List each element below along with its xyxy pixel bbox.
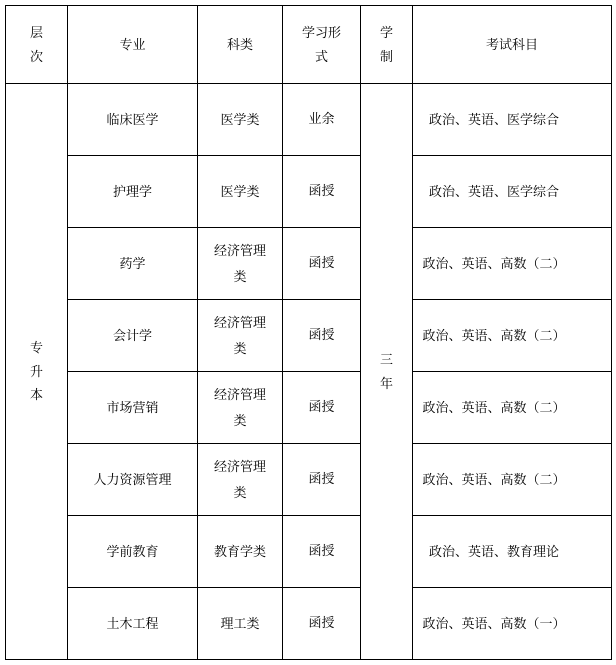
subjects-label: 政治、英语、医学综合 (428, 111, 559, 127)
cell-form (283, 156, 361, 228)
cell-subjects (413, 444, 612, 516)
cell-category (198, 372, 283, 444)
cell-major (68, 156, 198, 228)
cell-major (68, 228, 198, 300)
header-level-label: 层次 (30, 25, 44, 64)
major-label: 护理学 (112, 183, 152, 199)
table-row (6, 84, 612, 156)
header-form-label: 学习形式 (301, 25, 341, 64)
subjects-label: 政治、英语、医学综合 (428, 183, 559, 199)
category-label: 经济管理类 (213, 314, 266, 356)
category-label: 教育学类 (213, 543, 266, 559)
form-label: 函授 (308, 615, 335, 631)
subjects-label: 政治、英语、高数（二） (422, 471, 566, 487)
cell-form (283, 228, 361, 300)
form-label: 函授 (308, 255, 335, 271)
form-label: 业余 (308, 111, 335, 127)
cell-subjects (413, 156, 612, 228)
table-row (6, 444, 612, 516)
cell-duration (361, 84, 413, 660)
header-duration-label: 学制 (380, 25, 394, 64)
major-label: 会计学 (112, 327, 152, 343)
cell-subjects (413, 300, 612, 372)
cell-category (198, 300, 283, 372)
cell-category (198, 516, 283, 588)
cell-form (283, 516, 361, 588)
cell-category (198, 84, 283, 156)
form-label: 函授 (308, 471, 335, 487)
cell-category (198, 156, 283, 228)
header-form (283, 6, 361, 84)
cell-major (68, 444, 198, 516)
cell-subjects (413, 516, 612, 588)
table-row (6, 516, 612, 588)
form-label: 函授 (308, 543, 335, 559)
header-major (68, 6, 198, 84)
table-row (6, 300, 612, 372)
form-label: 函授 (308, 327, 335, 343)
category-label: 医学类 (220, 111, 260, 127)
cell-major (68, 300, 198, 372)
cell-major (68, 516, 198, 588)
major-label: 市场营销 (106, 399, 159, 415)
major-label: 土木工程 (106, 615, 159, 631)
cell-category (198, 444, 283, 516)
cell-subjects (413, 372, 612, 444)
table-row (6, 228, 612, 300)
subjects-label: 政治、英语、高数（二） (422, 399, 566, 415)
cell-major (68, 84, 198, 156)
subjects-label: 政治、英语、高数（二） (422, 255, 566, 271)
header-level (6, 6, 68, 84)
major-label: 药学 (119, 255, 146, 271)
major-label: 学前教育 (106, 543, 159, 559)
table-row (6, 372, 612, 444)
cell-major (68, 372, 198, 444)
header-major-label: 专业 (119, 36, 146, 52)
header-subjects-label: 考试科目 (485, 36, 538, 52)
cell-form (283, 372, 361, 444)
category-label: 经济管理类 (213, 458, 266, 500)
form-label: 函授 (308, 399, 335, 415)
header-category-label: 科类 (226, 36, 253, 52)
cell-level (6, 84, 68, 660)
cell-subjects (413, 84, 612, 156)
level-label: 专升本 (30, 340, 44, 403)
major-label: 人力资源管理 (93, 471, 172, 487)
cell-subjects (413, 588, 612, 660)
cell-form (283, 300, 361, 372)
category-label: 医学类 (220, 183, 260, 199)
admissions-table (5, 5, 612, 660)
header-category (198, 6, 283, 84)
category-label: 经济管理类 (213, 386, 266, 428)
cell-subjects (413, 228, 612, 300)
cell-category (198, 588, 283, 660)
header-subjects (413, 6, 612, 84)
major-label: 临床医学 (106, 111, 159, 127)
table-header-row (6, 6, 612, 84)
header-duration (361, 6, 413, 84)
cell-category (198, 228, 283, 300)
cell-form (283, 84, 361, 156)
subjects-label: 政治、英语、高数（二） (422, 327, 566, 343)
subjects-label: 政治、英语、高数（一） (422, 615, 566, 631)
cell-major (68, 588, 198, 660)
duration-label: 三年 (380, 352, 394, 391)
subjects-label: 政治、英语、教育理论 (428, 543, 559, 559)
category-label: 理工类 (220, 615, 260, 631)
table-row (6, 588, 612, 660)
cell-form (283, 588, 361, 660)
cell-form (283, 444, 361, 516)
category-label: 经济管理类 (213, 242, 266, 284)
form-label: 函授 (308, 183, 335, 199)
table-row (6, 156, 612, 228)
